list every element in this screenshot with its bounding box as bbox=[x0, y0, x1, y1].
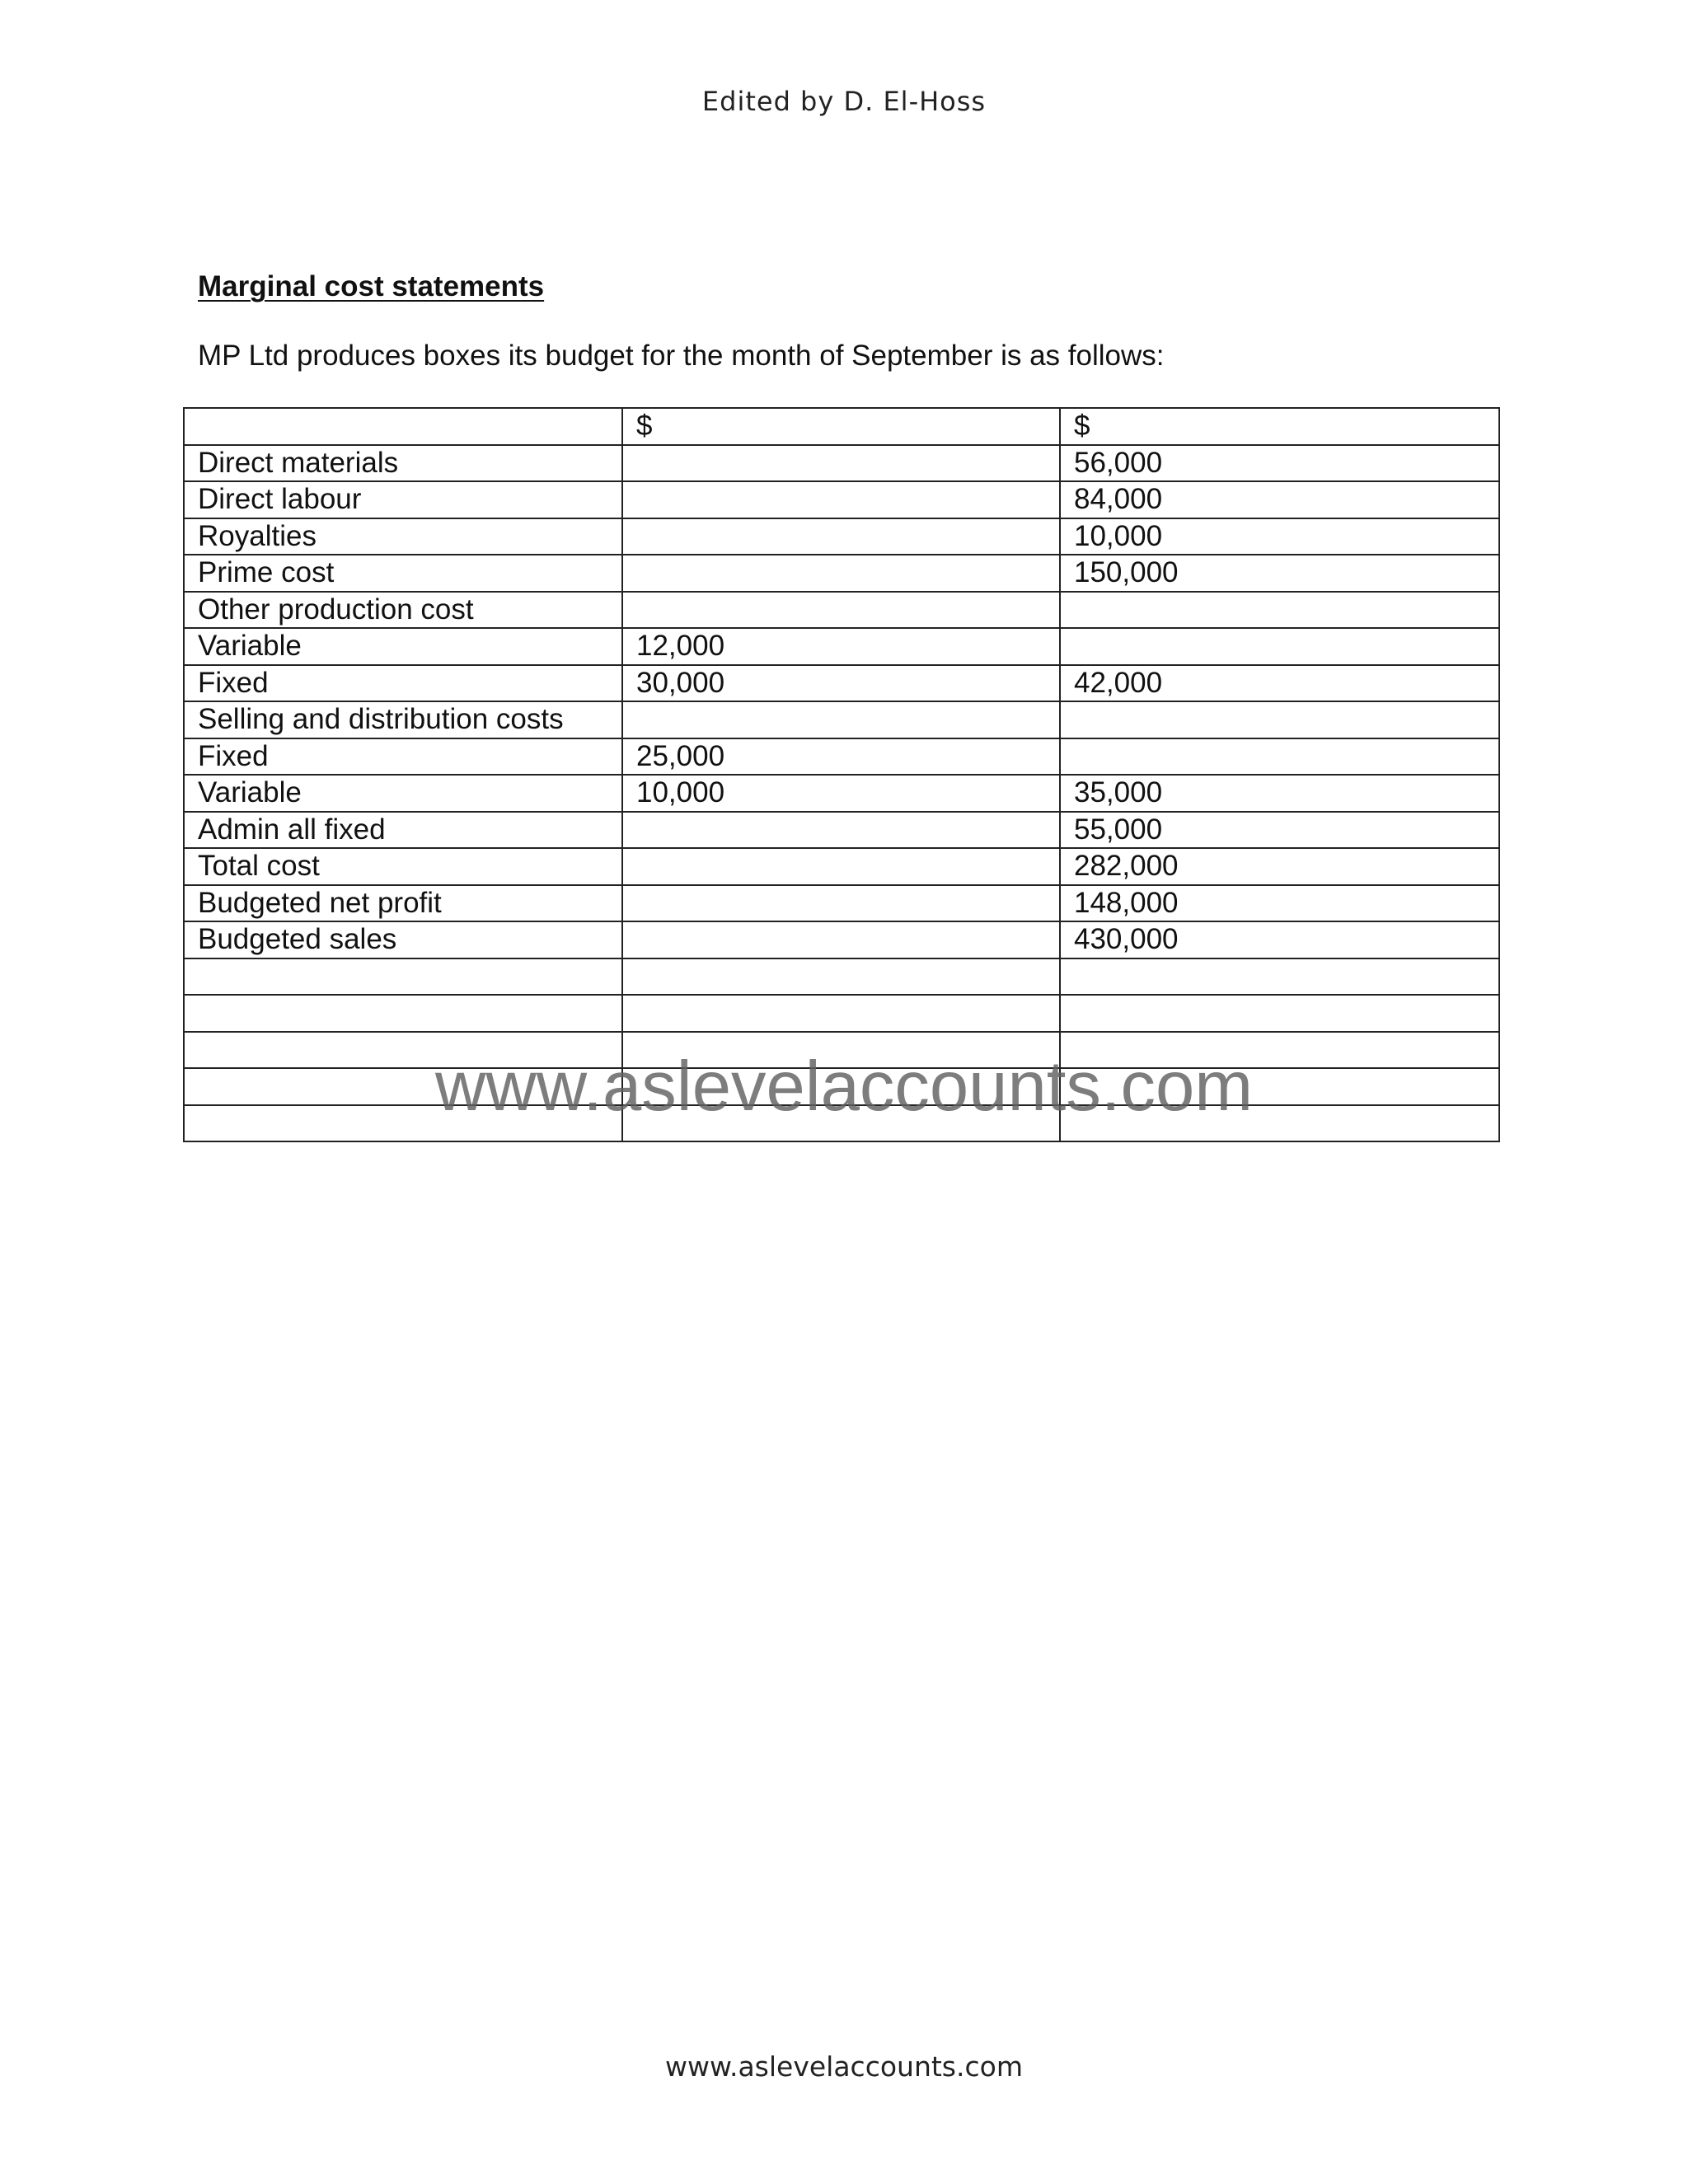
row-label: Direct materials bbox=[184, 445, 622, 482]
row-total-value bbox=[1060, 592, 1499, 629]
row-label: Total cost bbox=[184, 848, 622, 885]
row-subtotal-value: 12,000 bbox=[622, 628, 1060, 665]
row-label: Admin all fixed bbox=[184, 812, 622, 849]
row-label bbox=[184, 1032, 622, 1069]
intro-paragraph: MP Ltd produces boxes its budget for the month of September is as follows: bbox=[198, 340, 1165, 372]
row-subtotal-value bbox=[622, 812, 1060, 849]
row-subtotal-value bbox=[622, 885, 1060, 922]
row-label: Budgeted net profit bbox=[184, 885, 622, 922]
watermark: www.aslevelaccounts.com bbox=[434, 1047, 1254, 1126]
row-total-value: 10,000 bbox=[1060, 518, 1499, 555]
row-label: Royalties bbox=[184, 518, 622, 555]
row-label: Selling and distribution costs bbox=[184, 701, 622, 738]
row-label: Fixed bbox=[184, 665, 622, 702]
table-row bbox=[184, 921, 1499, 958]
table-row bbox=[184, 812, 1499, 849]
row-label bbox=[184, 995, 622, 1032]
table-row bbox=[184, 518, 1499, 555]
table-row bbox=[184, 738, 1499, 776]
row-total-value: 56,000 bbox=[1060, 445, 1499, 482]
table-row bbox=[184, 628, 1499, 665]
row-label: Prime cost bbox=[184, 555, 622, 592]
table-row bbox=[184, 592, 1499, 629]
table-row bbox=[184, 1068, 1499, 1105]
row-total-value bbox=[1060, 1032, 1499, 1069]
row-subtotal-value bbox=[622, 1068, 1060, 1105]
table-row bbox=[184, 701, 1499, 738]
table-row bbox=[184, 555, 1499, 592]
row-label bbox=[184, 958, 622, 996]
row-total-value: 35,000 bbox=[1060, 775, 1499, 812]
row-label: Fixed bbox=[184, 738, 622, 776]
row-label: Direct labour bbox=[184, 481, 622, 518]
row-total-value bbox=[1060, 738, 1499, 776]
table-header-row bbox=[184, 408, 1499, 445]
table-row bbox=[184, 481, 1499, 518]
table-row bbox=[184, 848, 1499, 885]
row-subtotal-value bbox=[622, 1032, 1060, 1069]
row-total-value bbox=[1060, 628, 1499, 665]
row-subtotal-value bbox=[622, 958, 1060, 996]
table-row bbox=[184, 885, 1499, 922]
page-footer: www.aslevelaccounts.com bbox=[665, 2050, 1023, 2083]
page-header: Edited by D. El-Hoss bbox=[701, 86, 987, 117]
row-label: Variable bbox=[184, 628, 622, 665]
row-subtotal-value bbox=[622, 921, 1060, 958]
row-label: Budgeted sales bbox=[184, 921, 622, 958]
row-total-value: 55,000 bbox=[1060, 812, 1499, 849]
row-total-value: 150,000 bbox=[1060, 555, 1499, 592]
row-subtotal-value bbox=[622, 1105, 1060, 1142]
table-row bbox=[184, 445, 1499, 482]
row-total-value bbox=[1060, 995, 1499, 1032]
row-total-value bbox=[1060, 958, 1499, 996]
row-total-value: 42,000 bbox=[1060, 665, 1499, 702]
table-header-cell-label bbox=[184, 408, 622, 445]
row-subtotal-value bbox=[622, 592, 1060, 629]
table-row bbox=[184, 1105, 1499, 1142]
row-subtotal-value: 30,000 bbox=[622, 665, 1060, 702]
table-row bbox=[184, 665, 1499, 702]
row-total-value bbox=[1060, 1068, 1499, 1105]
row-total-value: 282,000 bbox=[1060, 848, 1499, 885]
row-label: Variable bbox=[184, 775, 622, 812]
row-subtotal-value bbox=[622, 848, 1060, 885]
row-total-value: 430,000 bbox=[1060, 921, 1499, 958]
table-row bbox=[184, 775, 1499, 812]
row-label bbox=[184, 1068, 622, 1105]
row-subtotal-value bbox=[622, 518, 1060, 555]
table-row bbox=[184, 995, 1499, 1032]
section-title: Marginal cost statements bbox=[198, 270, 545, 302]
row-total-value bbox=[1060, 701, 1499, 738]
row-total-value bbox=[1060, 1105, 1499, 1142]
table-row bbox=[184, 1032, 1499, 1069]
table-header-cell-currency: $ bbox=[1060, 408, 1499, 445]
row-label bbox=[184, 1105, 622, 1142]
row-subtotal-value: 10,000 bbox=[622, 775, 1060, 812]
row-subtotal-value: 25,000 bbox=[622, 738, 1060, 776]
table-row bbox=[184, 958, 1499, 996]
row-total-value: 148,000 bbox=[1060, 885, 1499, 922]
table-header-cell-currency: $ bbox=[622, 408, 1060, 445]
row-total-value: 84,000 bbox=[1060, 481, 1499, 518]
row-subtotal-value bbox=[622, 995, 1060, 1032]
budget-table bbox=[183, 407, 1500, 1142]
row-subtotal-value bbox=[622, 555, 1060, 592]
row-subtotal-value bbox=[622, 481, 1060, 518]
row-label: Other production cost bbox=[184, 592, 622, 629]
row-subtotal-value bbox=[622, 701, 1060, 738]
row-subtotal-value bbox=[622, 445, 1060, 482]
